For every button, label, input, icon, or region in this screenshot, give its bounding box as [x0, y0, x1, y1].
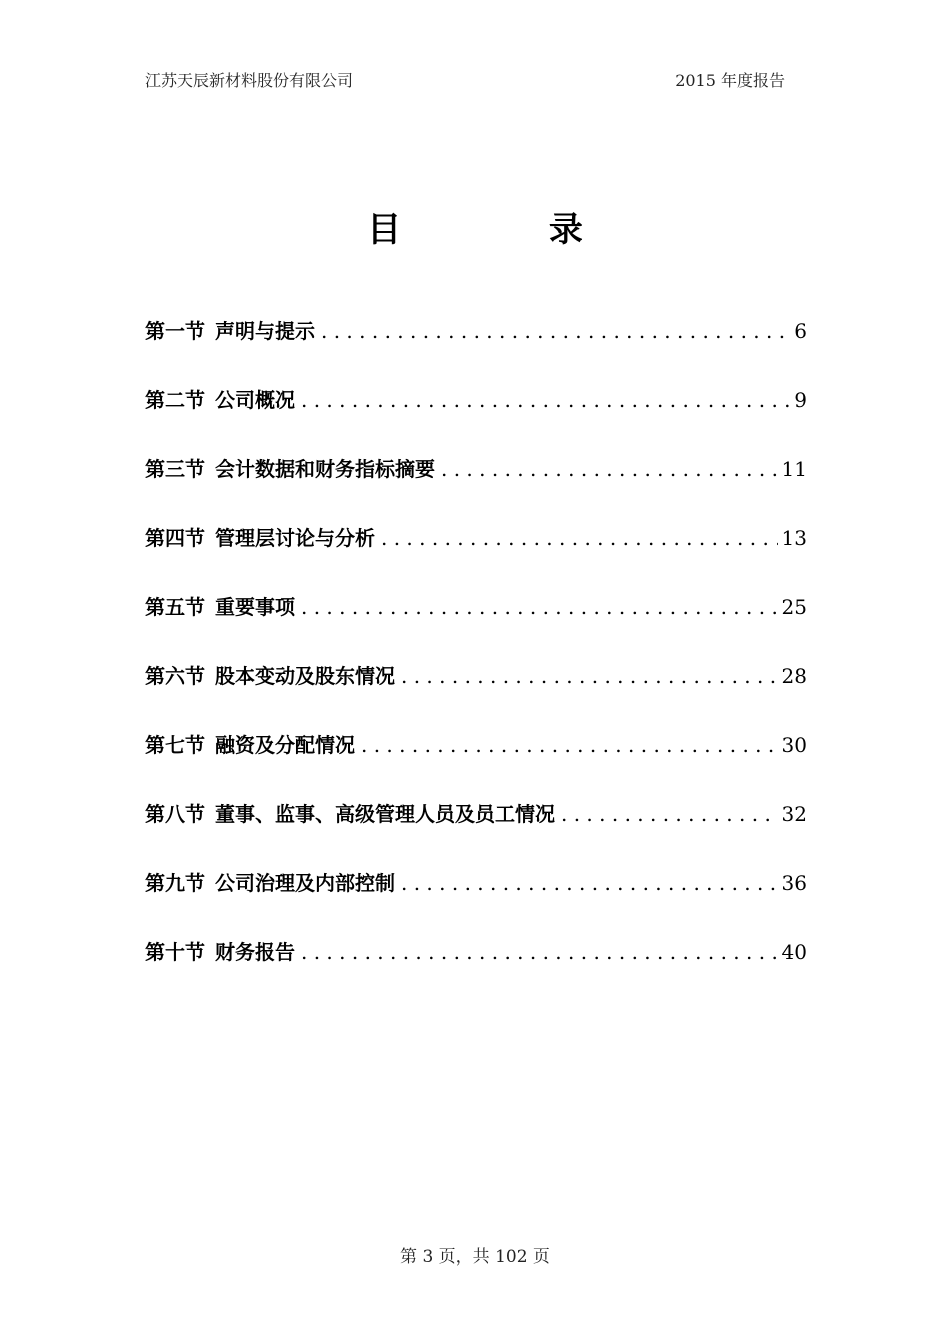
- page-header: [145, 68, 785, 92]
- toc-section-number: 第四节: [145, 526, 205, 550]
- toc-section-number: 第九节: [145, 871, 205, 895]
- toc-section-name: 会计数据和财务指标摘要: [215, 457, 435, 481]
- toc-entry-1[interactable]: [145, 314, 807, 383]
- toc-section-name: 融资及分配情况: [215, 733, 355, 757]
- toc-page-number: 25: [781, 595, 807, 619]
- toc-section-name: 财务报告: [215, 940, 295, 964]
- toc-section-number: 第一节: [145, 319, 205, 343]
- toc-page-number: 11: [781, 457, 807, 481]
- toc-entry-9[interactable]: [145, 866, 807, 935]
- toc-dot-leader: [301, 935, 778, 969]
- toc-page-number: 32: [781, 802, 807, 826]
- toc-section-number: 第三节: [145, 457, 205, 481]
- toc-section-name: 公司治理及内部控制: [215, 871, 395, 895]
- toc-entry-10[interactable]: [145, 935, 807, 1004]
- toc-page-number: 36: [781, 871, 807, 895]
- toc-section-name: 声明与提示: [215, 319, 315, 343]
- toc-dot-leader: [401, 659, 778, 693]
- toc-entry-3[interactable]: [145, 452, 807, 521]
- toc-page-number: 13: [781, 526, 807, 550]
- toc-section-number: 第八节: [145, 802, 205, 826]
- toc-section-number: 第十节: [145, 940, 205, 964]
- toc-entry-5[interactable]: [145, 590, 807, 659]
- toc-section-number: 第七节: [145, 733, 205, 757]
- toc-entry-2[interactable]: [145, 383, 807, 452]
- page-footer: 第 3 页，共 102 页: [400, 1247, 550, 1267]
- toc-page-number: 40: [781, 940, 807, 964]
- toc-dot-leader: [561, 797, 778, 831]
- toc-dot-leader: [301, 383, 790, 417]
- toc-page-number: 28: [781, 664, 807, 688]
- header-company-name: 江苏天辰新材料股份有限公司: [145, 71, 354, 90]
- toc-dot-leader: [381, 521, 778, 555]
- toc-section-name: 公司概况: [215, 388, 295, 412]
- toc-entry-6[interactable]: [145, 659, 807, 728]
- toc-dot-leader: [301, 590, 778, 624]
- toc-dot-leader: [441, 452, 778, 486]
- toc-section-name: 管理层讨论与分析: [215, 526, 375, 550]
- toc-section-number: 第五节: [145, 595, 205, 619]
- toc-entry-8[interactable]: [145, 797, 807, 866]
- toc-heading: 目 录: [367, 210, 651, 250]
- toc-entry-4[interactable]: [145, 521, 807, 590]
- header-report-title: 2015 年度报告: [675, 71, 785, 90]
- toc-page-number: 6: [794, 319, 807, 343]
- toc-section-number: 第二节: [145, 388, 205, 412]
- toc-section-name: 股本变动及股东情况: [215, 664, 395, 688]
- toc-dot-leader: [321, 314, 790, 348]
- toc-dot-leader: [401, 866, 778, 900]
- toc-page-number: 30: [781, 733, 807, 757]
- toc-section-name: 董事、监事、高级管理人员及员工情况: [215, 802, 555, 826]
- toc-section-number: 第六节: [145, 664, 205, 688]
- table-of-contents: [145, 314, 807, 1004]
- toc-dot-leader: [361, 728, 778, 762]
- toc-entry-7[interactable]: [145, 728, 807, 797]
- toc-page-number: 9: [794, 388, 807, 412]
- toc-section-name: 重要事项: [215, 595, 295, 619]
